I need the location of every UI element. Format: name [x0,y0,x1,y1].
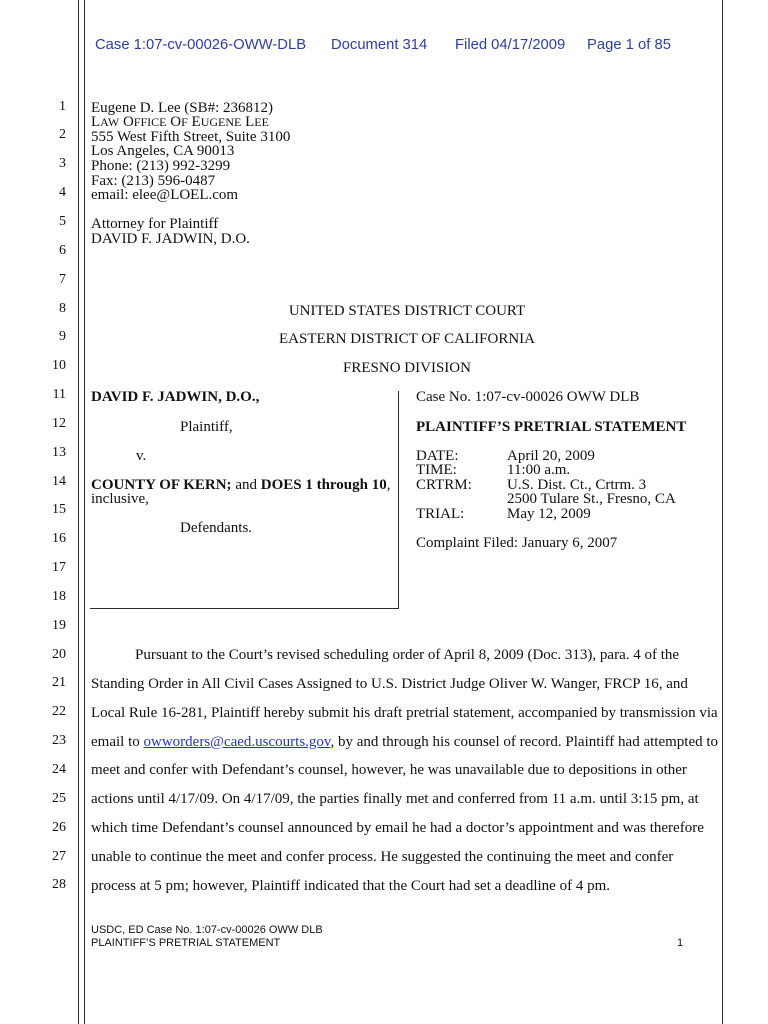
hearing-details [416,449,716,522]
attorney-role: Attorney for Plaintiff [91,216,219,233]
field-courthouse-address [416,492,716,507]
firm-street-address: 555 West Fifth Street, Suite 3100 [91,128,291,145]
line-number: 14 [52,473,66,489]
body-line: Standing Order in All Civil Cases Assigned to U.S. District Judge Oliver W. Wanger, FRCP 16, and [91,675,688,692]
line-number: 4 [59,185,66,201]
body-line: meet and confer with Defendant’s counsel, however, he was unavailable due to depositions in other [91,762,687,779]
small-caps-letters: FFICE [133,115,167,130]
line-number: 26 [52,819,66,835]
field-label: TIME: [416,462,457,478]
body-paragraph [91,641,718,901]
defendant-comma: , [386,477,391,493]
field-value: 11:00 a.m. [507,462,571,478]
field-label: DATE: [416,447,459,464]
ecf-page-count: Page 1 of 85 [587,37,671,53]
firm-email: email: elee@LOEL.com [91,187,239,204]
line-number: 25 [52,790,66,806]
small-caps-letters: AW [100,115,120,130]
small-caps-letters: EE [254,115,269,130]
attorney-client: DAVID F. JADWIN, D.O. [91,231,250,248]
line-number: 2 [59,127,66,143]
caption-vertical-rule [398,391,399,608]
field-value: 2500 Tulare St., Fresno, CA [507,491,676,507]
ecf-filed-date: Filed 04/17/2009 [455,37,566,53]
field-value: U.S. Dist. Ct., Crtrm. 3 [507,476,647,493]
line-number: 10 [52,358,66,374]
small-caps-letters: UGENE [200,115,242,130]
body-line: unable to continue the meet and confer process. He suggested the continuing the meet and confer [91,848,674,865]
court-division: FRESNO DIVISION [343,360,471,376]
footer-case-reference: USDC, ED Case No. 1:07-cv-00026 OWW DLB [91,924,323,936]
firm-phone: Phone: (213) 992-3299 [91,158,231,175]
field-courtroom [416,478,716,493]
body-line: which time Defendant’s counsel announced by email he had a doctor’s appointment and was therefore [91,820,704,837]
defendant-role: Defendants. [180,520,253,536]
line-numbers [26,93,66,901]
plaintiff-name: DAVID F. JADWIN, D.O., [91,389,260,405]
complaint-filed-date: Complaint Filed: January 6, 2007 [416,535,618,551]
line-number: 22 [52,704,66,720]
body-line-text: email to [91,733,144,750]
court-name: UNITED STATES DISTRICT COURT [288,303,526,319]
left-margin-rule-inner [84,0,85,1024]
field-time [416,463,716,478]
line-number: 28 [52,877,66,893]
blank-row [91,203,290,218]
line-number: 18 [52,588,66,604]
field-value: May 12, 2009 [507,505,591,522]
court-district: EASTERN DISTRICT OF CALIFORNIA [279,331,535,347]
firm-fax: Fax: (213) 596-0487 [91,172,216,189]
defendant-does: DOES 1 through 10 [260,477,387,493]
body-line: actions until 4/17/09. On 4/17/09, the parties finally met and conferred from 11 a.m. until 3:15 pm, at [91,791,699,808]
caption-horizontal-rule [90,608,399,609]
body-line-text: , by and through his counsel of record. Plaintiff had attempted to [330,733,719,750]
document-title: PLAINTIFF’S PRETRIAL STATEMENT [416,419,687,435]
line-number: 17 [52,560,66,576]
law-firm-name: LAW OFFICE OF EUGENE LEE [91,114,269,131]
versus: v. [136,448,147,464]
footer-page-number: 1 [677,937,684,949]
line-number: 5 [59,213,66,229]
field-label: CRTRM: [416,476,472,493]
body-line: process at 5 pm; however, Plaintiff indicated that the Court had set a deadline of 4 pm. [91,877,610,894]
line-number: 23 [52,733,66,749]
field-trial [416,507,716,522]
body-line: Local Rule 16-281, Plaintiff hereby submit his draft pretrial statement, accompanied by transmission via [91,704,718,721]
attorney-name: Eugene D. Lee (SB#: 236812) [91,99,274,116]
defendant-continuation: inclusive, [91,491,149,507]
case-number: Case No. 1:07-cv-00026 OWW DLB [416,389,640,405]
body-line: Pursuant to the Court’s revised scheduling order of April 8, 2009 (Doc. 313), para. 4 of the [135,647,680,663]
line-number: 9 [59,329,66,345]
right-margin-rule [722,0,723,1024]
court-email-link[interactable]: owworders@caed.uscourts.gov [143,733,331,750]
line-number: 21 [52,675,66,691]
field-date [416,449,716,464]
defendant-conjunction: and [231,477,261,493]
attorney-block [91,101,290,247]
field-value: April 20, 2009 [507,447,595,464]
small-caps-letters: F [181,115,188,130]
line-number: 3 [59,156,66,172]
line-number: 11 [52,387,66,403]
line-number: 6 [59,242,66,258]
defendant-county: COUNTY OF KERN; [91,477,232,493]
line-number: 15 [52,502,66,518]
line-number: 20 [52,646,66,662]
ecf-case-number: Case 1:07-cv-00026-OWW-DLB [95,37,307,53]
line-number: 1 [59,98,66,114]
line-number: 16 [52,531,66,547]
line-number: 12 [52,415,66,431]
line-number: 8 [59,300,66,316]
line-number: 7 [59,271,66,287]
ecf-document-number: Document 314 [331,37,428,53]
field-label: TRIAL: [416,505,465,522]
firm-city-state-zip: Los Angeles, CA 90013 [91,143,235,160]
body-line [91,728,718,757]
line-number: 24 [52,762,66,777]
left-margin-rule-outer [78,0,79,1024]
footer-document-title: PLAINTIFF’S PRETRIAL STATEMENT [91,937,281,949]
line-number: 13 [52,444,66,460]
plaintiff-role: Plaintiff, [180,419,233,435]
line-number: 19 [52,617,66,633]
line-number: 27 [52,848,66,864]
